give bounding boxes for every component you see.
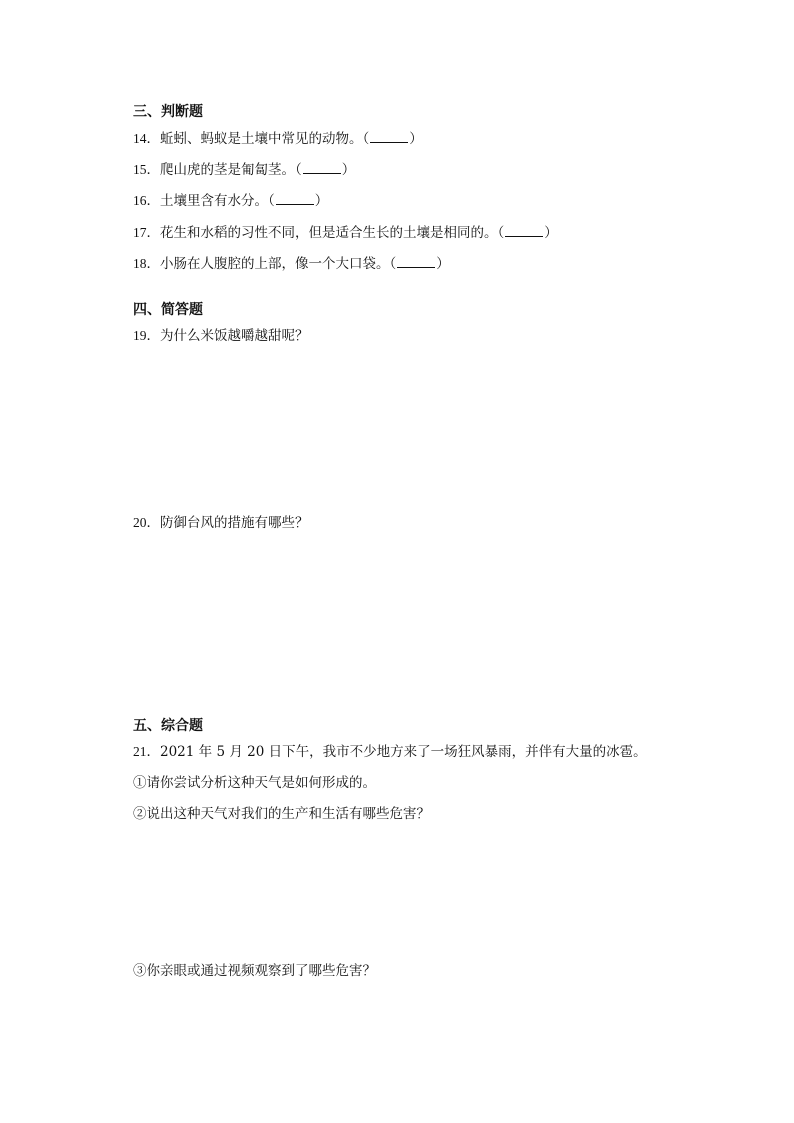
open-paren: （	[389, 256, 397, 272]
question-number: 20．	[133, 515, 160, 530]
question-text: 花生和水稻的习性不同，但是适合生长的土壤是相同的。	[160, 225, 498, 241]
open-paren: （	[268, 193, 275, 209]
close-paren: ）	[341, 162, 356, 178]
question-15	[133, 161, 355, 179]
question-text: 土壤里含有水分。	[160, 193, 268, 209]
close-paren: ）	[544, 225, 558, 241]
question-number: 18．	[133, 256, 160, 271]
answer-blank[interactable]	[370, 130, 408, 143]
open-paren: （	[497, 225, 505, 241]
answer-blank[interactable]	[276, 192, 314, 205]
question-text: 蚯蚓、蚂蚁是土壤中常见的动物。	[160, 131, 363, 147]
open-paren: （	[362, 131, 370, 147]
question-16	[133, 192, 328, 210]
question-text: 爬山虎的茎是匍匐茎。	[160, 162, 295, 178]
close-paren: ）	[436, 256, 450, 272]
answer-blank[interactable]	[397, 255, 435, 268]
question-21-sub-1: ①请你尝试分析这种天气是如何形成的。	[133, 775, 376, 791]
question-21-sub-2: ②说出这种天气对我们的生产和生活有哪些危害？	[133, 806, 430, 822]
question-number: 16．	[133, 193, 160, 208]
close-paren: ）	[409, 131, 423, 147]
question-14	[133, 130, 423, 148]
question-19	[133, 327, 309, 345]
section-title-short: 四、简答题	[133, 302, 203, 318]
question-21-sub-3: ③你亲眼或通过视频观察到了哪些危害？	[133, 963, 376, 979]
question-number: 14．	[133, 131, 160, 146]
question-text: 小肠在人腹腔的上部，像一个大口袋。	[160, 256, 390, 272]
answer-blank[interactable]	[505, 224, 543, 237]
question-text: 防御台风的措施有哪些？	[160, 515, 309, 531]
question-number: 17．	[133, 225, 160, 240]
question-17	[133, 224, 558, 242]
question-number: 21．	[133, 744, 160, 759]
question-text: 2021 年 5 月 20 日下午，我市不少地方来了一场狂风暴雨，并伴有大量的冰雹。	[160, 744, 647, 760]
question-20	[133, 514, 309, 532]
close-paren: ）	[314, 193, 329, 209]
question-18	[133, 255, 450, 273]
question-21	[133, 743, 647, 761]
question-text: 为什么米饭越嚼越甜呢？	[160, 328, 309, 344]
open-paren: （	[295, 162, 302, 178]
question-number: 15．	[133, 162, 160, 177]
question-number: 19．	[133, 328, 160, 343]
section-title-comprehensive: 五、综合题	[133, 718, 203, 734]
answer-blank[interactable]	[303, 161, 341, 174]
section-title-judge: 三、判断题	[133, 104, 203, 120]
